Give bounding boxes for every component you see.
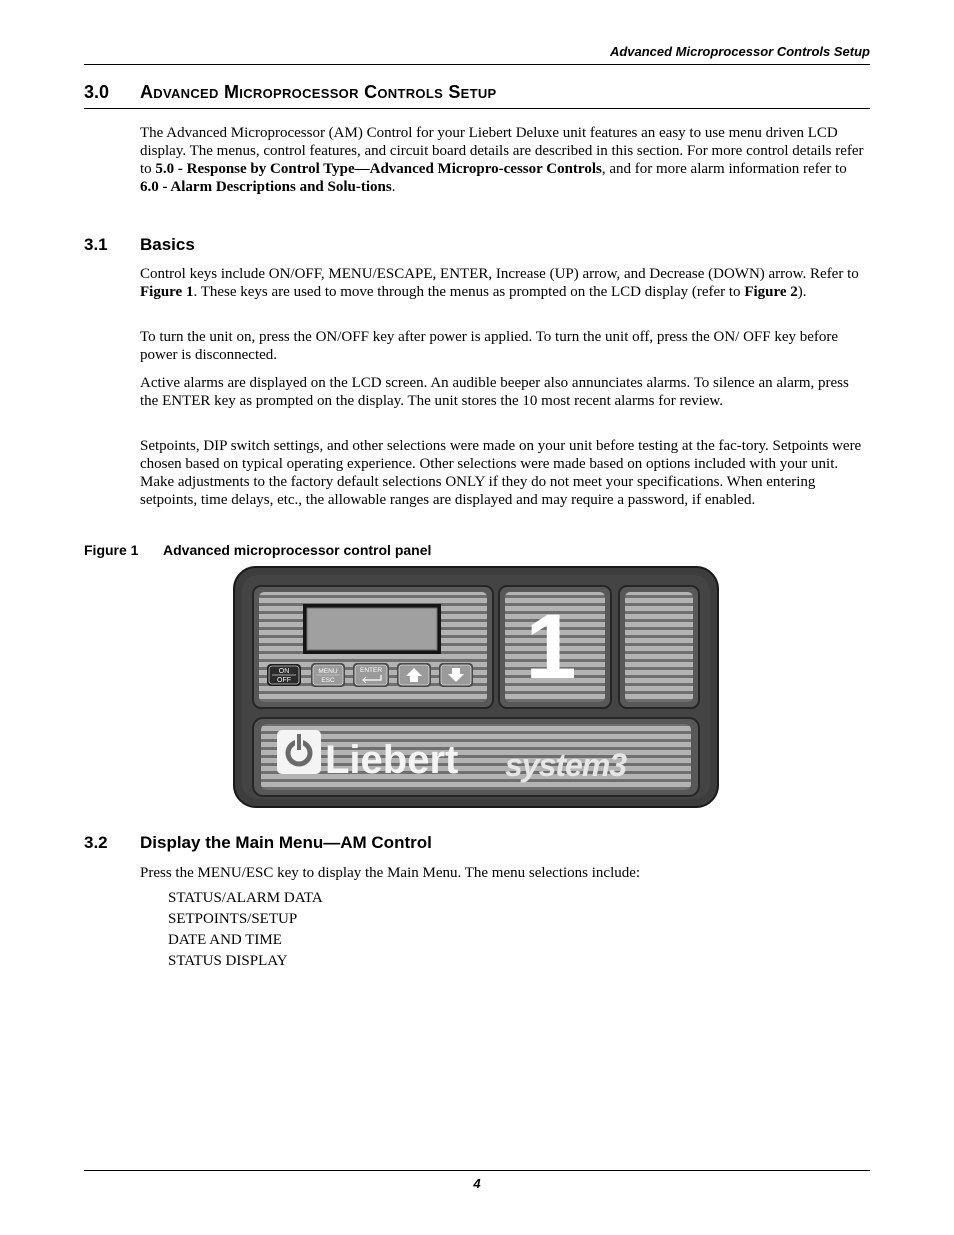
on-off-key[interactable] <box>267 664 301 686</box>
intro-text-1: The Advanced Microprocessor (AM) Control for your Liebert Deluxe unit features an easy to use menu driven LCD display. The menus, control features, and circuit board details are described in this section. For more control details refer to <box>140 125 864 177</box>
figure-caption <box>84 542 431 558</box>
intro-text-2: , and for more alarm information refer to <box>601 161 847 177</box>
enter-key-label: ENTER <box>359 667 383 674</box>
up-arrow-key[interactable] <box>397 663 431 687</box>
control-panel-illustration <box>233 566 719 808</box>
page-number: 4 <box>473 1176 481 1191</box>
off-key-label: OFF <box>277 677 291 684</box>
display-menu-intro: Press the MENU/ESC key to display the Main Menu. The menu selections include: <box>140 865 641 881</box>
menu-selection-item: STATUS/ALARM DATA <box>168 890 323 906</box>
basics-paragraph-1 <box>140 265 868 301</box>
section-intro-paragraph <box>140 124 868 196</box>
running-header <box>84 42 870 65</box>
brand-logo-text: Liebert <box>325 738 459 782</box>
intro-text-3: . <box>391 179 396 195</box>
enter-key[interactable] <box>353 663 389 687</box>
running-header-title: Advanced Microprocessor Controls Setup <box>609 44 870 59</box>
subsection-number: 3.1 <box>84 235 108 254</box>
power-logo-icon <box>277 730 321 774</box>
down-arrow-key[interactable] <box>439 663 473 687</box>
basics-paragraph-3: Active alarms are displayed on the LCD screen. An audible beeper also annunciates alarms. To silence an alarm, press the ENTER key as prompted on the display. The unit stores the 10 most recent alarms for review. <box>140 375 849 409</box>
section-title-text: Advanced Microprocessor Controls Setup <box>140 82 497 102</box>
subsection-basics-heading <box>84 235 195 255</box>
basics-p1-text-3: ). <box>797 284 807 300</box>
subsection-title: Basics <box>140 235 195 254</box>
basics-paragraph-2: To turn the unit on, press the ON/OFF key after power is applied. To turn the unit off, press the ON/ OFF key before power is disconnected. <box>140 329 839 363</box>
section-title <box>84 80 870 109</box>
figure-1-reference: Figure 1 <box>140 284 194 300</box>
intro-ref-alarm-descriptions: 6.0 - Alarm Descriptions and Solu-tions <box>140 179 392 195</box>
subsection-title: Display the Main Menu—AM Control <box>140 833 432 852</box>
menu-selection-item: STATUS DISPLAY <box>168 953 288 969</box>
basics-paragraph-4: Setpoints, DIP switch settings, and other selections were made on your unit before testing at the fac-tory. Setpoints were chosen based on typical operating experience. Other selections were made based on options included with your unit. Make adjustments to the factory default selections ONLY if they do not meet your specifications. When entering setpoints, time delays, etc., the allowable ranges are displayed and may require a password, if enabled. <box>140 438 862 508</box>
basics-p1-text-2: . These keys are used to move through the menus as prompted on the LCD display (refer to <box>193 284 745 300</box>
subsection-number: 3.2 <box>84 833 108 852</box>
subsection-display-menu-heading <box>84 833 432 853</box>
footer-rule <box>84 1170 870 1171</box>
esc-key-label: ESC <box>321 677 335 684</box>
big-number-label: 1 <box>525 596 577 698</box>
figure-2-reference: Figure 2 <box>744 284 798 300</box>
section-number: 3.0 <box>84 82 110 102</box>
menu-selection-item: DATE AND TIME <box>168 932 282 948</box>
product-logo-text: system3 <box>505 747 627 783</box>
menu-selection-item: SETPOINTS/SETUP <box>168 911 298 927</box>
figure-label: Figure 1 <box>84 542 139 558</box>
figure-caption-text: Advanced microprocessor control panel <box>163 542 432 558</box>
menu-key-label: MENU <box>318 668 338 675</box>
intro-ref-control-type: 5.0 - Response by Control Type—Advanced Micropro-cessor Controls <box>155 161 602 177</box>
basics-p1-text-1: Control keys include ON/OFF, MENU/ESCAPE, ENTER, Increase (UP) arrow, and Decrease (DOWN) arrow. Refer to <box>140 266 859 282</box>
menu-esc-key[interactable] <box>311 663 345 687</box>
on-key-label: ON <box>278 668 290 675</box>
